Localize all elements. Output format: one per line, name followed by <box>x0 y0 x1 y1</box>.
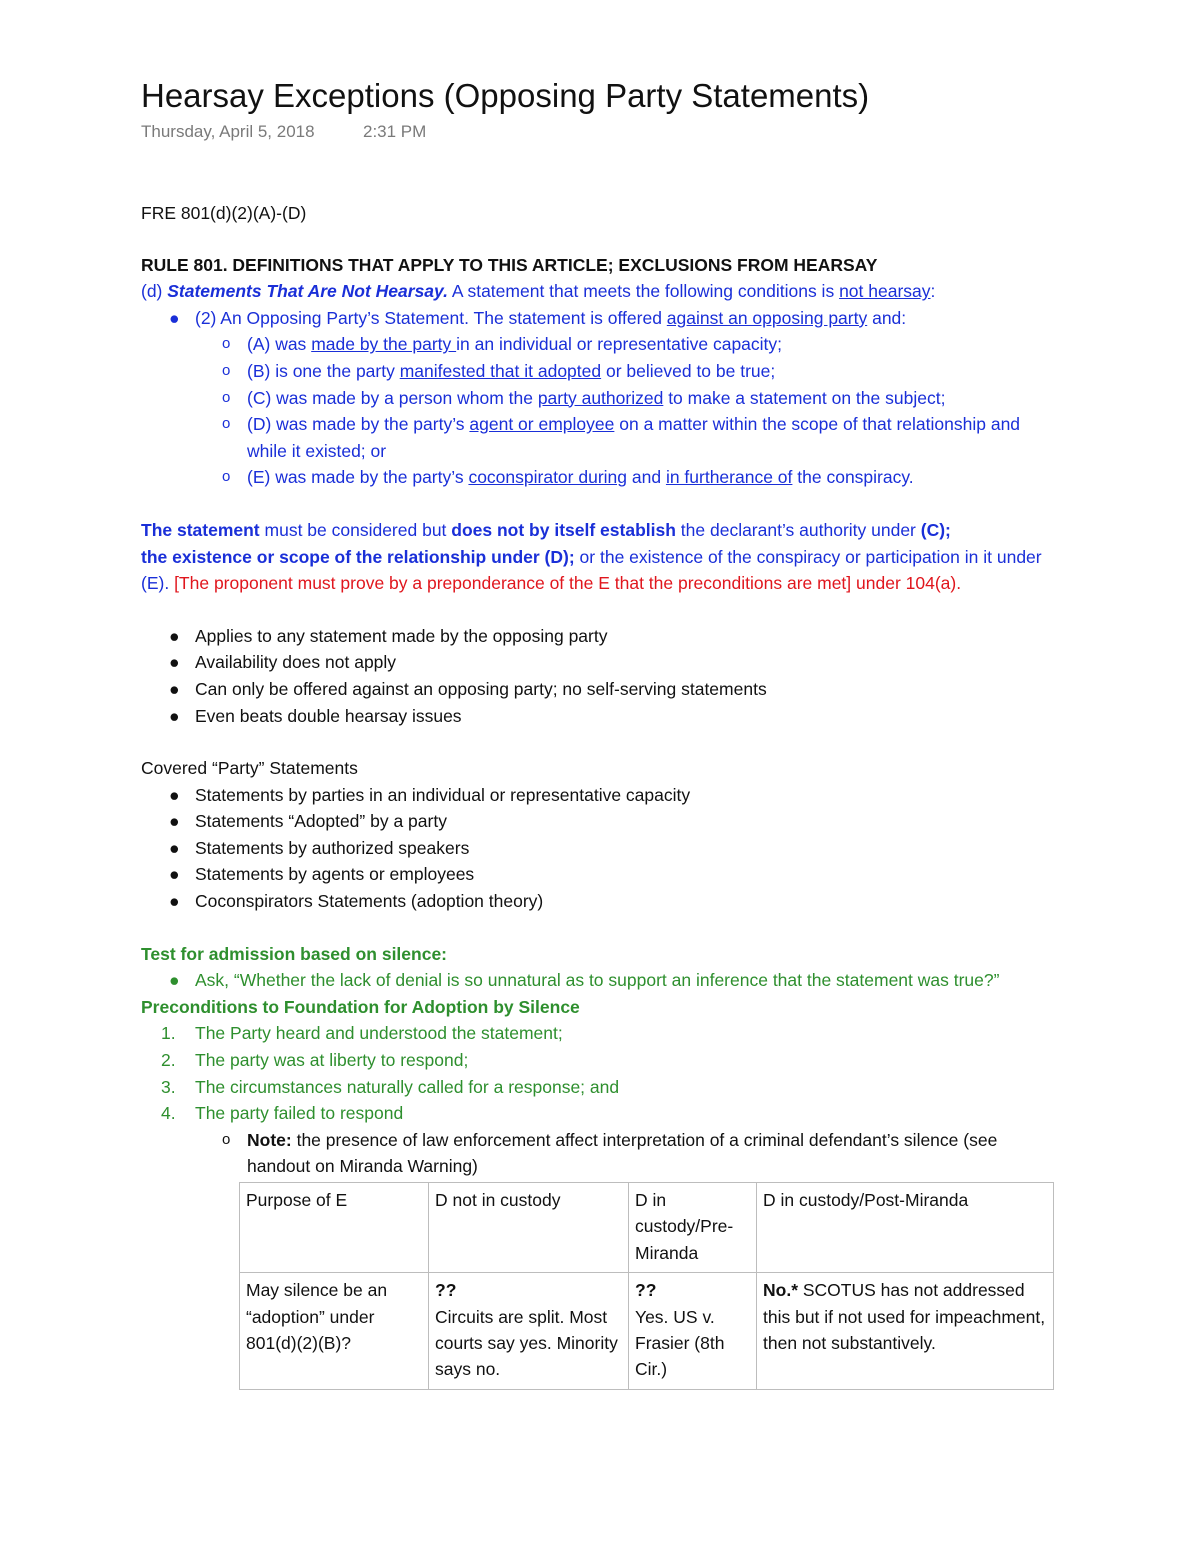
bullet-icon: ● <box>169 891 180 912</box>
page-date: Thursday, April 5, 2018 <box>141 122 315 141</box>
silence-table <box>239 1182 1054 1390</box>
list-item: 4. The party failed to respond <box>161 1103 404 1124</box>
hollow-bullet-icon: o <box>222 388 231 406</box>
bullet-icon: ● <box>169 652 180 673</box>
covered-heading: Covered “Party” Statements <box>141 758 358 779</box>
hollow-bullet-icon: o <box>222 335 231 353</box>
page-time: 2:31 PM <box>363 122 427 141</box>
rule-sub-a: o (A) was made by the party in an individual or representative capacity; <box>141 331 1061 358</box>
rule-list <box>141 305 1061 491</box>
spacer <box>141 491 1061 517</box>
list-item: ● Even beats double hearsay issues <box>141 703 1061 730</box>
note-list <box>141 1127 1061 1180</box>
spacer <box>141 915 1061 941</box>
silence-test-heading: Test for admission based on silence: <box>141 943 448 964</box>
list-item: 2. The party was at liberty to respond; <box>161 1050 469 1071</box>
general-bullets <box>141 623 1061 729</box>
preconditions-list <box>141 1020 1061 1126</box>
bullet-icon: ● <box>169 970 180 991</box>
silence-test-list <box>141 967 1061 994</box>
table-cell: ?? Circuits are split. Most courts say yes. Minority says no. <box>429 1273 629 1390</box>
table-header-cell: D in custody/Pre-Miranda <box>629 1183 757 1273</box>
preconditions-heading: Preconditions to Foundation for Adoption by Silence <box>141 996 580 1017</box>
rule-sub-e: o (E) was made by the party’s coconspirator during and in furtherance of the conspiracy. <box>141 464 1061 491</box>
hollow-bullet-icon: o <box>222 1130 231 1148</box>
bullet-icon: ● <box>169 837 180 858</box>
bullet-icon: ● <box>169 811 180 832</box>
list-item: ● Availability does not apply <box>141 649 1061 676</box>
list-item: ● Can only be offered against an opposing party; no self-serving statements <box>141 676 1061 703</box>
table-cell: ?? Yes. US v. Frasier (8th Cir.) <box>629 1273 757 1390</box>
rule-item-2: ● (2) An Opposing Party’s Statement. The statement is offered against an opposing party and: <box>141 305 1061 332</box>
rule-d-end: : <box>930 281 936 302</box>
table-cell: No.* SCOTUS has not addressed this but if not used for impeachment, then not substantively. <box>757 1273 1054 1390</box>
table-cell: May silence be an “adoption” under 801(d)(2)(B)? <box>240 1273 429 1390</box>
covered-list <box>141 782 1061 915</box>
hollow-bullet-icon: o <box>222 415 231 433</box>
rule-d-title: Statements That Are Not Hearsay. <box>167 281 448 302</box>
list-item: 3. The circumstances naturally called for a response; and <box>161 1076 620 1097</box>
rule-d-label: (d) <box>141 281 168 302</box>
rule-heading: RULE 801. DEFINITIONS THAT APPLY TO THIS ARTICLE; EXCLUSIONS FROM HEARSAY <box>141 254 878 275</box>
hollow-bullet-icon: o <box>222 361 231 379</box>
note-page <box>141 76 1061 1390</box>
rule-sub-c: o (C) was made by a person whom the party authorized to make a statement on the subject; <box>141 385 1061 412</box>
list-item: ● Statements by authorized speakers <box>141 835 1061 862</box>
spacer <box>141 729 1061 755</box>
list-item: ● Statements by agents or employees <box>141 861 1061 888</box>
bullet-icon: ● <box>169 705 180 726</box>
statement-paragraph: The statement must be considered but does not by itself establish the declarant’s authority under (C); the existence or scope of the relationship under (D); or the existence of the conspiracy or participation in it under (E). [The proponent must prove by a preponderance of the E that the preconditions are met] under 104(a). <box>141 519 1042 594</box>
list-item: 1. The Party heard and understood the statement; <box>161 1023 563 1044</box>
page-meta <box>141 122 1061 148</box>
list-item: ● Coconspirators Statements (adoption theory) <box>141 888 1061 915</box>
list-item: ● Applies to any statement made by the opposing party <box>141 623 1061 650</box>
table-header-row <box>240 1183 1054 1273</box>
table-header-cell: D not in custody <box>429 1183 629 1273</box>
hollow-bullet-icon: o <box>222 468 231 486</box>
bullet-icon: ● <box>169 678 180 699</box>
bullet-icon: ● <box>169 864 180 885</box>
page-title: Hearsay Exceptions (Opposing Party Statements) <box>141 77 870 114</box>
proponent-note: [The proponent must prove by a preponderance of the E that the preconditions are met] under 104(a). <box>174 573 962 594</box>
rule-sub-d: o (D) was made by the party’s agent or employee on a matter within the scope of that relationship and while it existed; or <box>141 411 1061 464</box>
spacer <box>141 597 1061 623</box>
table-row <box>240 1273 1054 1390</box>
bullet-icon: ● <box>169 307 180 328</box>
note-item: o Note: the presence of law enforcement affect interpretation of a criminal defendant’s silence (see handout on Miranda Warning) <box>141 1127 1061 1180</box>
bullet-icon: ● <box>169 625 180 646</box>
rule-d-underline: not hearsay <box>839 281 931 302</box>
list-item: ● Statements “Adopted” by a party <box>141 808 1061 835</box>
fre-citation: FRE 801(d)(2)(A)-(D) <box>141 203 307 223</box>
rule-sub-b: o (B) is one the party manifested that it adopted or believed to be true; <box>141 358 1061 385</box>
list-item: ● Statements by parties in an individual or representative capacity <box>141 782 1061 809</box>
rule-d-text: A statement that meets the following conditions is <box>448 281 840 302</box>
bullet-icon: ● <box>169 784 180 805</box>
table-header-cell: D in custody/Post-Miranda <box>757 1183 1054 1273</box>
list-item: ● Ask, “Whether the lack of denial is so unnatural as to support an inference that the statement was true?” <box>141 967 1061 994</box>
table-header-cell: Purpose of E <box>240 1183 429 1273</box>
rule-d-line <box>141 278 1061 305</box>
